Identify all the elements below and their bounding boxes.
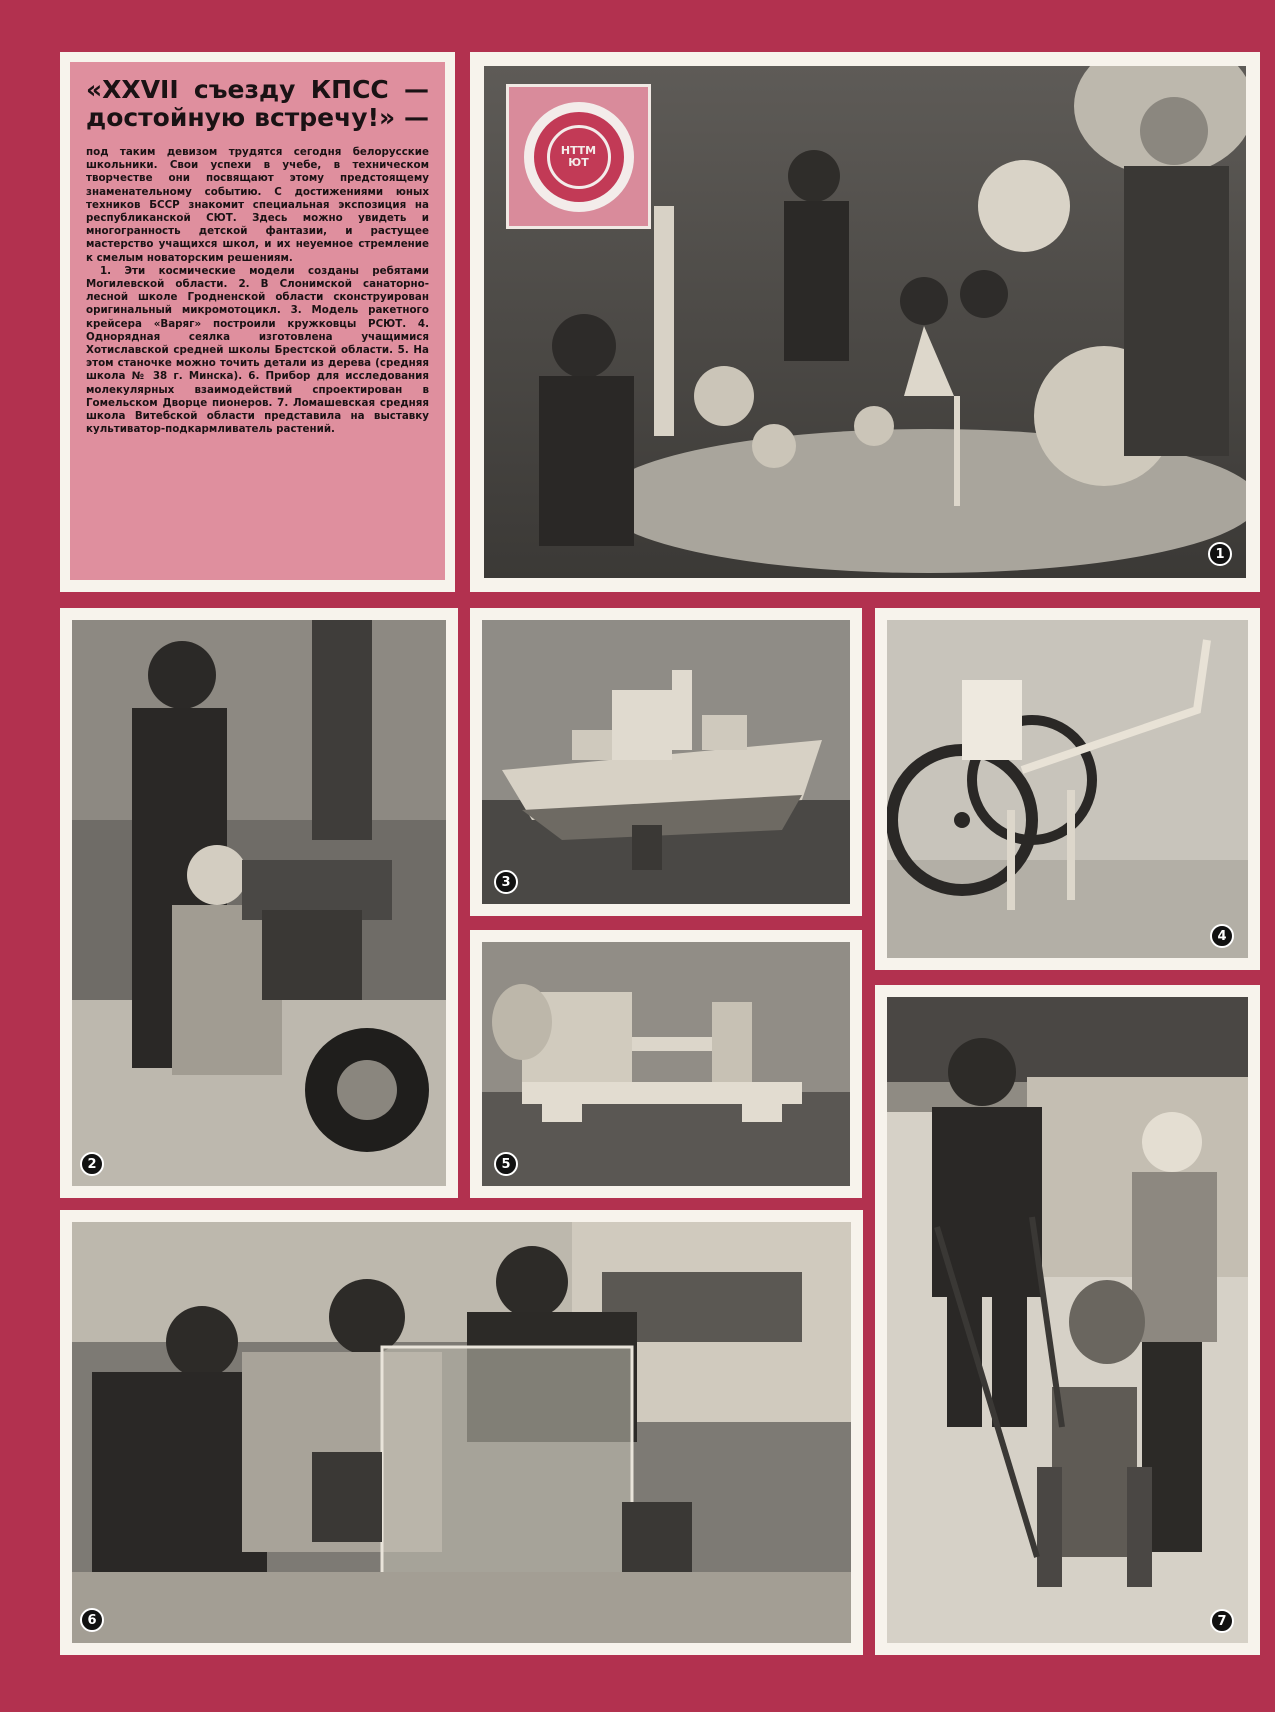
article-body xyxy=(86,146,429,436)
photo-space-models xyxy=(484,66,1246,578)
cultivator-image xyxy=(887,997,1248,1643)
photo-frame-5 xyxy=(470,930,862,1198)
article-captions-paragraph: 1. Эти космические модели созданы ребятами Могилевской области. 2. В Слонимской санаторно-лесной школе Гродненской области сконструирован оригинальный микромотоцикл. 3. Модель ракетного крейсера «Варяг» построили кружковцы РСЮТ. 4. Однорядная сеялка изготовлена учащимися Хотиславской средней школы Брестской области. 5. На этом станочке можно точить детали из дерева (средняя школа № 38 г. Минска). 6. Прибор для исследования молекулярных взаимодействий спроектирован в Гомельском Дворце пионеров. 7. Ломашевская средняя школа Витебской области представила на выставку культиватор-подкармливатель растений. xyxy=(86,264,429,436)
photo-frame-1 xyxy=(470,52,1260,592)
photo-micromotorcycle xyxy=(72,620,446,1186)
seeder-image xyxy=(887,620,1248,958)
article-intro-paragraph: под таким девизом трудятся сегодня белорусские школьники. Свои успехи в учебе, в техническом творчестве они посвящают этому предстоящему знаменательному событию. С достижениями юных техников БССР знакомит специальная экспозиция на республиканской СЮТ. Здесь можно увидеть и многогранность детской фантазии, и растущее мастерство учащихся школ, и их неуемное стремление к смелым новаторским решениям. xyxy=(86,146,429,264)
logo-inner xyxy=(547,125,611,189)
article-text-box xyxy=(70,62,445,580)
photo-cruiser-model xyxy=(482,620,850,904)
photo-cultivator xyxy=(887,997,1248,1643)
photo-number-3: 3 xyxy=(494,870,518,894)
article-headline: «XXVII съезду КПСС — достойную встречу!» — xyxy=(86,75,429,132)
photo-frame-7 xyxy=(875,985,1260,1655)
logo-ring xyxy=(524,102,634,212)
photo-frame-2 xyxy=(60,608,458,1198)
micromotorcycle-image xyxy=(72,620,446,1186)
nttm-logo xyxy=(506,84,651,229)
photo-number-5: 5 xyxy=(494,1152,518,1176)
logo-text-line1: НТТМ xyxy=(560,143,597,157)
photo-molecular-device xyxy=(72,1222,851,1643)
photo-number-7: 7 xyxy=(1210,1609,1234,1633)
wood-lathe-image xyxy=(482,942,850,1186)
photo-frame-4 xyxy=(875,608,1260,970)
photo-wood-lathe xyxy=(482,942,850,1186)
logo-text-line2: ЮТ xyxy=(568,155,589,169)
photo-frame-6 xyxy=(60,1210,863,1655)
photo-seeder xyxy=(887,620,1248,958)
molecular-device-image xyxy=(72,1222,851,1643)
photo-number-4: 4 xyxy=(1210,924,1234,948)
photo-frame-3 xyxy=(470,608,862,916)
photo-number-1: 1 xyxy=(1208,542,1232,566)
text-panel xyxy=(60,52,455,592)
cruiser-model-image xyxy=(482,620,850,904)
photo-number-2: 2 xyxy=(80,1152,104,1176)
photo-number-6: 6 xyxy=(80,1608,104,1632)
